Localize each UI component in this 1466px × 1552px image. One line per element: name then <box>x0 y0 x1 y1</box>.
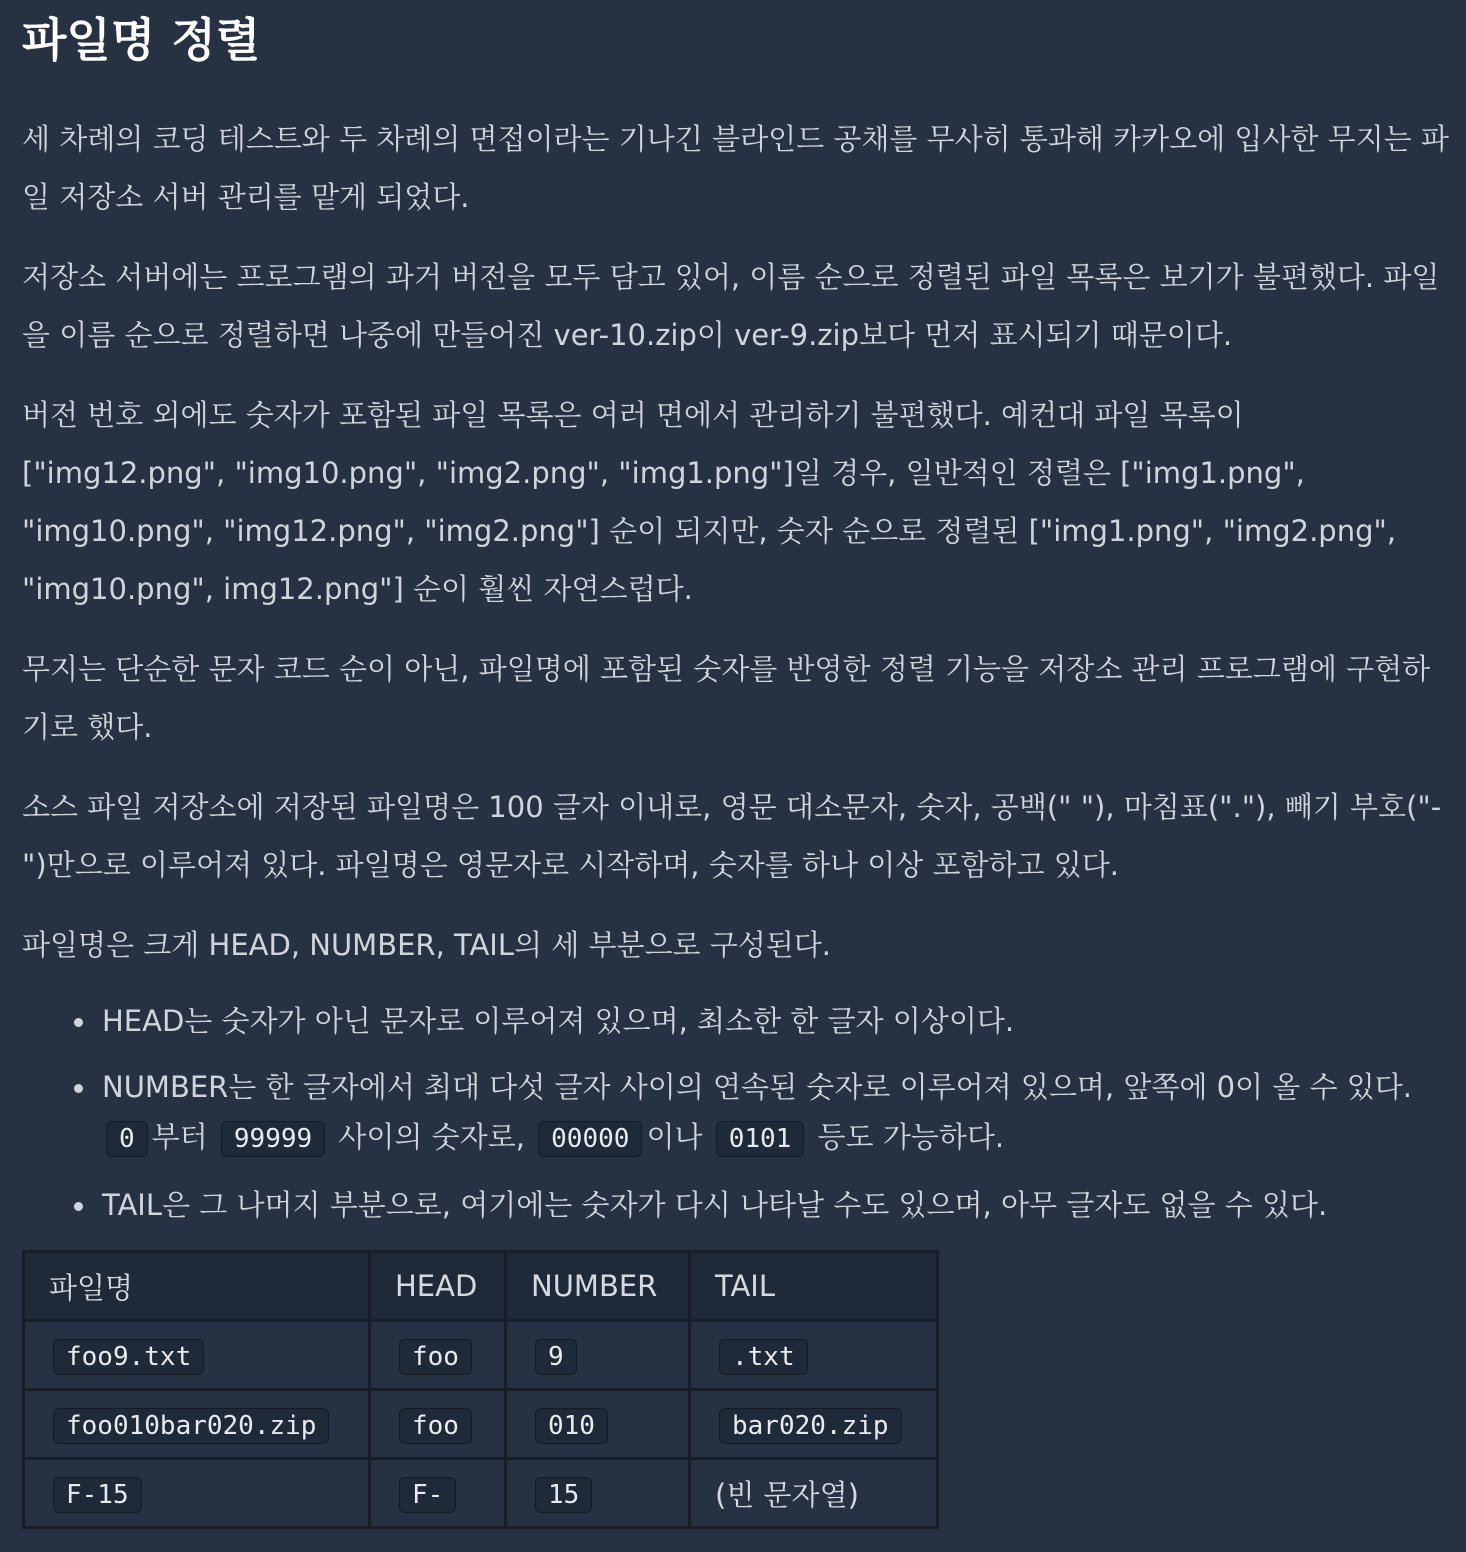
table-header-row <box>24 1252 938 1321</box>
code-max: 99999 <box>221 1121 325 1157</box>
header-filename: 파일명 <box>24 1252 370 1321</box>
code-number: 15 <box>535 1477 592 1513</box>
header-tail: TAIL <box>690 1252 938 1321</box>
code-tail: .txt <box>719 1339 808 1375</box>
table-row <box>24 1459 938 1528</box>
code-zero: 0 <box>106 1121 148 1157</box>
parts-list <box>22 996 1452 1230</box>
cell-tail <box>690 1390 938 1459</box>
cell-head <box>370 1321 506 1390</box>
cell-filename <box>24 1321 370 1390</box>
code-head: foo <box>399 1408 472 1444</box>
code-head: foo <box>399 1339 472 1375</box>
paragraph-parts: 파일명은 크게 HEAD, NUMBER, TAIL의 세 부분으로 구성된다. <box>22 928 832 962</box>
table-row <box>24 1321 938 1390</box>
paragraph-goal: 무지는 단순한 문자 코드 순이 아닌, 파일명에 포함된 숫자를 반영한 정렬 기능을 저장소 관리 프로그램에 구현하기로 했다. <box>22 652 1431 744</box>
cell-head <box>370 1459 506 1528</box>
code-filename: F-15 <box>53 1477 142 1513</box>
number-text-or: 이나 <box>646 1120 703 1154</box>
cell-tail <box>690 1321 938 1390</box>
number-text-range: 사이의 숫자로, <box>338 1120 525 1154</box>
paragraph-constraints: 소스 파일 저장소에 저장된 파일명은 100 글자 이내로, 영문 대소문자, 숫자, 공백(" "), 마침표("."), 빼기 부호("-")만으로 이루어져 있다. 파일명은 영문자로 시작하며, 숫자를 하나 이상 포함하고 있다. <box>22 790 1442 882</box>
code-number: 9 <box>535 1339 577 1375</box>
header-head: HEAD <box>370 1252 506 1321</box>
paragraph-intro: 세 차례의 코딩 테스트와 두 차례의 면접이라는 기나긴 블라인드 공채를 무사히 통과해 카카오에 입사한 무지는 파일 저장소 서버 관리를 맡게 되었다. <box>22 122 1449 214</box>
code-tail: bar020.zip <box>719 1408 902 1444</box>
cell-tail: (빈 문자열) <box>690 1459 938 1528</box>
number-text-from: 부터 <box>151 1120 208 1154</box>
paragraph-server: 저장소 서버에는 프로그램의 과거 버전을 모두 담고 있어, 이름 순으로 정렬된 파일 목록은 보기가 불편했다. 파일을 이름 순으로 정렬하면 나중에 만들어진 ver-10.zip이 ver-9.zip보다 먼저 표시되기 때문이다. <box>22 260 1440 352</box>
cell-number <box>506 1390 690 1459</box>
code-filename: foo010bar020.zip <box>53 1408 329 1444</box>
cell-filename <box>24 1390 370 1459</box>
number-description: NUMBER는 한 글자에서 최대 다섯 글자 사이의 연속된 숫자로 이루어져 있으며, 앞쪽에 0이 올 수 있다. <box>102 1070 1412 1104</box>
page-title: 파일명 정렬 <box>22 13 261 67</box>
cell-head <box>370 1390 506 1459</box>
code-leading: 0101 <box>716 1121 805 1157</box>
cell-number <box>506 1321 690 1390</box>
code-head: F- <box>399 1477 456 1513</box>
cell-filename <box>24 1459 370 1528</box>
code-filename: foo9.txt <box>53 1339 204 1375</box>
number-text-possible: 등도 가능하다. <box>817 1120 1005 1154</box>
cell-number <box>506 1459 690 1528</box>
code-zeros: 00000 <box>538 1121 642 1157</box>
list-item-tail: TAIL은 그 나머지 부분으로, 여기에는 숫자가 다시 나타날 수도 있으며, 아무 글자도 없을 수 있다. <box>102 1180 1452 1230</box>
example-table <box>22 1250 939 1529</box>
code-number: 010 <box>535 1408 608 1444</box>
list-item-head: HEAD는 숫자가 아닌 문자로 이루어져 있으며, 최소한 한 글자 이상이다. <box>102 996 1452 1046</box>
paragraph-example: 버전 번호 외에도 숫자가 포함된 파일 목록은 여러 면에서 관리하기 불편했다. 예컨대 파일 목록이 ["img12.png", "img10.png", "img2.png", "img1.png"]일 경우, 일반적인 정렬은 ["img1.png", "img10.png", "img12.png", "img2.png"] 순이 되지만, 숫자 순으로 정렬된 ["img1.png", "img2.png", "img10.png", img12.png"] 순이 훨씬 자연스럽다. <box>22 398 1397 606</box>
table-row <box>24 1390 938 1459</box>
list-item-number <box>102 1062 1452 1164</box>
header-number: NUMBER <box>506 1252 690 1321</box>
